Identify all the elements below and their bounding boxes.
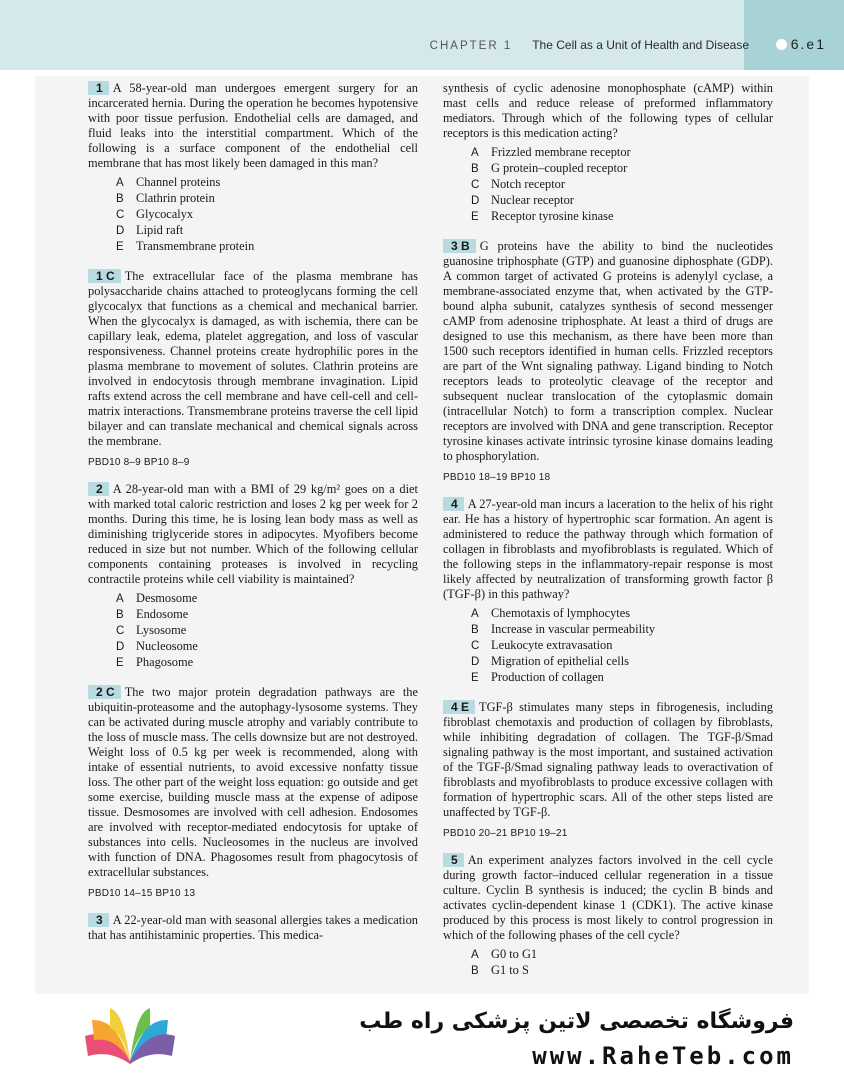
question-4-options bbox=[443, 606, 773, 686]
question-number: 4 bbox=[443, 497, 464, 511]
option-text: Transmembrane protein bbox=[136, 239, 255, 253]
option-letter: A bbox=[471, 147, 479, 159]
answer-option-e bbox=[88, 239, 418, 255]
option-letter: A bbox=[116, 593, 124, 605]
chapter-title: The Cell as a Unit of Health and Disease bbox=[532, 38, 749, 52]
option-letter: B bbox=[471, 624, 479, 636]
option-letter: E bbox=[471, 211, 479, 223]
question-5: 5 An experiment analyzes factors involved in the cell cycle during growth factor–induced cellular regeneration in a tissue culture. Cyclin B synthesis is induced; the cyclin B binds and activates cyclin-dependent kinase 1 (CDK1). The active kinase produced by this process is most likely to control progression in which of the following phases of the cell cycle? bbox=[443, 853, 773, 942]
answer-2: 2 C The two major protein degradation pathways are the ubiquitin-proteasome and the autophagy-lysosome systems. They can be activated during muscle atrophy and variably contribute to the loss of muscle mass. The cells downsize but are not destroyed. Weight loss of 0.5 kg per week is recommended, along with intake of essential nutrients, to avoid excessive nonfatty tissue loss. The other part of the weight loss equation: go outside and get some exercise, building muscle mass at the expense of adipose tissue. Desmosomes are involved with cell adhesion. Endosomes are involved with receptor-mediated endocytosis for uptake of substances into cells. Nucleosomes in the nucleus are involved with function of DNA. Phagosomes result from phagocytosis of extracellular substances. bbox=[88, 685, 418, 879]
option-text: Frizzled membrane receptor bbox=[491, 145, 631, 159]
reference-3: PBD10 18–19 BP10 18 bbox=[443, 472, 551, 483]
option-text: Desmosome bbox=[136, 591, 198, 605]
left-column bbox=[88, 81, 418, 947]
store-url: www.RaheTeb.com bbox=[532, 1042, 794, 1070]
option-text: G1 to S bbox=[491, 963, 529, 977]
answer-option-e bbox=[443, 670, 773, 686]
option-letter: C bbox=[471, 179, 480, 191]
option-text: G protein–coupled receptor bbox=[491, 161, 628, 175]
option-text: Glycocalyx bbox=[136, 207, 194, 221]
answer-option-c bbox=[88, 623, 418, 639]
question-4: 4 A 27-year-old man incurs a laceration to the helix of his right ear. He has a history of hypertrophic scar formation. An agent is administered to reduce the pathway through which formation of collagen in fibroblasts and myofibroblasts is regulated. Which of the following steps in the inflammatory-repair response is most likely affected by neutralization of transforming growth factor β (TGF-β) in this pathway? bbox=[443, 497, 773, 601]
reference-1: PBD10 8–9 BP10 8–9 bbox=[88, 457, 190, 468]
option-text: Receptor tyrosine kinase bbox=[491, 209, 614, 223]
answer-option-c bbox=[443, 638, 773, 654]
question-1: 1 A 58-year-old man undergoes emergent surgery for an incarcerated hernia. During the operation he becomes hypotensive with poor tissue perfusion. Endothelial cells are damaged, and fluid leaks into the interstitial compartment. Which of the following is a surface component of the endothelial cell membrane that has most likely been damaged in this man? bbox=[88, 81, 418, 170]
option-letter: E bbox=[116, 241, 124, 253]
answer-number: 3 B bbox=[443, 239, 476, 253]
option-letter: C bbox=[471, 640, 480, 652]
question-2: 2 A 28-year-old man with a BMI of 29 kg/m² goes on a diet with marked total caloric restriction and loses 2 kg per week for 2 months. During this time, he is losing lean body mass as well as diminishing triglyceride stores in adipocytes. Myofibers become reduced in size but not number. Which of the following cellular components containing proteases is involved in recycling contractile proteins while cell viability is maintained? bbox=[88, 482, 418, 586]
option-text: Nuclear receptor bbox=[491, 193, 574, 207]
answer-option-e bbox=[88, 655, 418, 671]
answer-number: 1 C bbox=[88, 269, 121, 283]
reference-2: PBD10 14–15 BP10 13 bbox=[88, 888, 196, 899]
question-1-options bbox=[88, 175, 418, 255]
option-text: Channel proteins bbox=[136, 175, 221, 189]
option-letter: D bbox=[471, 656, 480, 668]
option-letter: C bbox=[116, 209, 125, 221]
option-text: Chemotaxis of lymphocytes bbox=[491, 606, 631, 620]
running-head bbox=[430, 38, 749, 52]
option-text: Leukocyte extravasation bbox=[491, 638, 613, 652]
question-number: 3 bbox=[88, 913, 109, 927]
question-5-options bbox=[443, 947, 773, 979]
page-content bbox=[35, 76, 809, 994]
option-text: Phagosome bbox=[136, 655, 194, 669]
answer-option-d bbox=[88, 639, 418, 655]
answer-option-a bbox=[88, 175, 418, 191]
answer-option-d bbox=[443, 654, 773, 670]
question-number: 1 bbox=[88, 81, 109, 95]
option-letter: A bbox=[116, 177, 124, 189]
option-letter: D bbox=[471, 195, 480, 207]
option-letter: B bbox=[471, 965, 479, 977]
answer-option-d bbox=[88, 223, 418, 239]
chapter-label: CHAPTER 1 bbox=[429, 40, 513, 52]
option-text: Clathrin protein bbox=[136, 191, 215, 205]
question-3-options bbox=[443, 145, 773, 225]
answer-number: 4 E bbox=[443, 700, 475, 714]
option-text: Notch receptor bbox=[491, 177, 565, 191]
page-number: 6.e1 bbox=[776, 36, 826, 52]
option-letter: D bbox=[116, 225, 125, 237]
question-2-options bbox=[88, 591, 418, 671]
answer-option-a bbox=[443, 145, 773, 161]
question-3-continued: synthesis of cyclic adenosine monophosphate (cAMP) within mast cells and reduce release of preformed inflammatory mediators. Through which of the following types of cellular receptors is this medication acting? bbox=[443, 81, 773, 140]
option-letter: D bbox=[116, 641, 125, 653]
answer-3: 3 B G proteins have the ability to bind the nucleotides guanosine triphosphate (GTP) and guanosine diphosphate (GDP). A common target of activated G proteins is adenylyl cyclase, a membrane-associated enzyme that, when activated by the GTP-bound alpha subunit, catalyzes synthesis of second messenger cAMP from adenosine triphosphate. At least a third of drugs are designed to use this mechanism, as there have been more than 1500 such receptors identified in human cells. Frizzled receptors are part of the Wnt signaling pathway. Ligand binding to Notch receptors leads to proteolytic cleavage of the receptor and subsequent nuclear translocation of the cytoplasmic domain (intracellular Notch) to form a transcription complex. Nuclear receptors are involved with DNA and gene transcription. Receptor tyrosine kinases activate intrinsic tyrosine kinase domains leading to phosphorylation. bbox=[443, 239, 773, 463]
footer-banner bbox=[0, 994, 844, 1080]
answer-option-a bbox=[443, 947, 773, 963]
option-text: Nucleosome bbox=[136, 639, 198, 653]
option-text: Lysosome bbox=[136, 623, 187, 637]
option-letter: B bbox=[116, 193, 124, 205]
option-letter: A bbox=[471, 608, 479, 620]
question-number: 5 bbox=[443, 853, 464, 867]
option-text: Endosome bbox=[136, 607, 189, 621]
question-number: 2 bbox=[88, 482, 109, 496]
option-text: Lipid raft bbox=[136, 223, 184, 237]
answer-option-d bbox=[443, 193, 773, 209]
page-dot-icon bbox=[776, 39, 787, 50]
answer-option-b bbox=[443, 963, 773, 979]
page-tab bbox=[744, 0, 844, 70]
right-column bbox=[443, 81, 773, 993]
option-letter: C bbox=[116, 625, 125, 637]
store-name: فروشگاه تخصصی لاتین پزشکی راه طب bbox=[359, 1009, 794, 1034]
answer-option-b bbox=[88, 191, 418, 207]
answer-4: 4 E TGF-β stimulates many steps in fibrogenesis, including fibroblast chemotaxis and production of collagen by fibroblasts, while inhibiting degradation of collagen. The TGF-β/Smad signaling pathway is the most important, and sustained activation of the TGF-β/Smad signaling pathway leads to overactivation of fibroblasts and myofibroblasts to produce excessive collagen with formation of hypertrophic scars. All of the other steps listed are unaffected by TGF-β. bbox=[443, 700, 773, 819]
answer-option-e bbox=[443, 209, 773, 225]
answer-number: 2 C bbox=[88, 685, 121, 699]
answer-option-c bbox=[88, 207, 418, 223]
open-book-logo-icon bbox=[80, 1006, 180, 1066]
answer-option-b bbox=[443, 622, 773, 638]
answer-option-a bbox=[88, 591, 418, 607]
option-letter: E bbox=[116, 657, 124, 669]
option-letter: B bbox=[116, 609, 124, 621]
question-3: 3 A 22-year-old man with seasonal allergies takes a medication that has antihistaminic properties. This medica- bbox=[88, 913, 418, 942]
answer-option-c bbox=[443, 177, 773, 193]
option-text: Increase in vascular permeability bbox=[491, 622, 656, 636]
answer-option-b bbox=[88, 607, 418, 623]
option-text: G0 to G1 bbox=[491, 947, 538, 961]
option-text: Production of collagen bbox=[491, 670, 604, 684]
option-letter: B bbox=[471, 163, 479, 175]
option-text: Migration of epithelial cells bbox=[491, 654, 629, 668]
answer-1: 1 C The extracellular face of the plasma membrane has polysaccharide chains attached to proteoglycans forming the cell glycocalyx that functions as a chemical and mechanical barrier. When the glycocalyx is damaged, as with ischemia, there can be capillary leak, edema, platelet aggregation, and loss of vascular responsiveness. Channel proteins create hydrophilic pores in the plasma membrane to movement of solutes. Clathrin proteins are involved in endocytosis through membrane invagination. Lipid rafts extend across the cell membrane and have cell-cell and cell-matrix interactions. Transmembrane proteins traverse the cell lipid bilayer and can translate mechanical and chemical signals across the membrane. bbox=[88, 269, 418, 448]
page-header bbox=[0, 0, 844, 70]
answer-option-a bbox=[443, 606, 773, 622]
option-letter: A bbox=[471, 949, 479, 961]
reference-4: PBD10 20–21 BP10 19–21 bbox=[443, 828, 568, 839]
option-letter: E bbox=[471, 672, 479, 684]
answer-option-b bbox=[443, 161, 773, 177]
